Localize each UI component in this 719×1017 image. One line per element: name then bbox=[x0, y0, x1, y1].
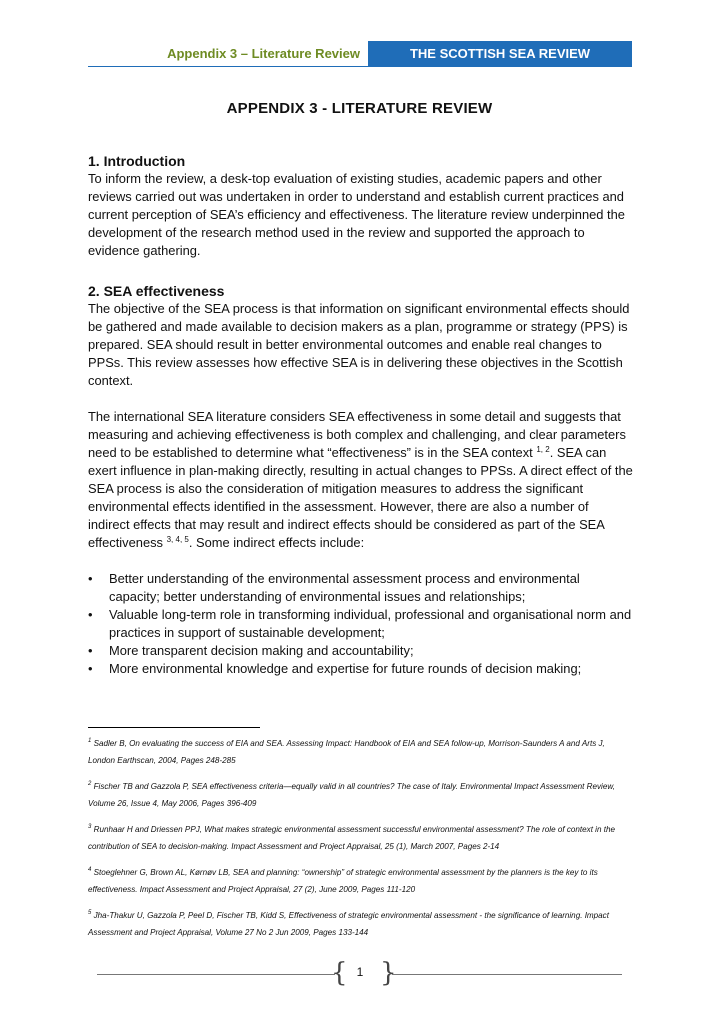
paragraph-2-text-a: The international SEA literature considers SEA effectiveness in some detail and suggests that measuring and achieving effectiveness is both complex and challenging, and clear parameters need to be established to determine what “effectiveness” is in the SEA context bbox=[88, 409, 626, 460]
footnote-ref-3-4-5: 3, 4, 5 bbox=[166, 535, 189, 544]
footnote-number: 5 bbox=[88, 910, 92, 916]
header-document-title: THE SCOTTISH SEA REVIEW bbox=[368, 41, 632, 67]
section-sea-effectiveness bbox=[88, 282, 633, 678]
footnote-text: Runhaar H and Driessen PPJ, What makes strategic environmental assessment successful environmental assessment? The role of context in the contribution of SEA to decision-making. Impact Assessment and Project Appraisal, 25 (1), March 2007, Pages 2-14 bbox=[88, 825, 615, 851]
footnote-ref-1-2: 1, 2 bbox=[536, 445, 550, 454]
bullet-icon: • bbox=[88, 607, 93, 622]
list-item-text: More transparent decision making and accountability; bbox=[109, 643, 414, 658]
paragraph-2-text-c: . Some indirect effects include: bbox=[188, 535, 365, 550]
bullet-icon: • bbox=[88, 571, 93, 586]
list-item bbox=[88, 570, 633, 606]
page-title: APPENDIX 3 - LITERATURE REVIEW bbox=[226, 100, 493, 117]
footnote bbox=[88, 864, 633, 898]
list-item-text: More environmental knowledge and expertise for future rounds of decision making; bbox=[109, 661, 582, 676]
left-brace-icon: { bbox=[331, 958, 348, 988]
bullet-icon: • bbox=[88, 643, 93, 658]
footnote bbox=[88, 907, 633, 941]
paragraph-2-text-b: . SEA can exert influence in plan-making directly, resulting in actual changes to PPSs. A direct effect of the SEA process is also the consideration of mitigation measures to address the significant environmental effects identified in the assessment. However, there are also a number of indirect effects that may result and indirect effects should be considered as part of the SEA effectiveness bbox=[88, 445, 633, 550]
page-number: 1 bbox=[356, 965, 364, 979]
sea-effectiveness-paragraph-1: The objective of the SEA process is that information on significant environmental effects should be gathered and made available to decision makers as a plan, programme or strategy (PPS) is prepared. SEA should result in better environmental outcomes and enable real changes to PPSs. This review assesses how effective SEA is in delivering these objectives in the Scottish context. bbox=[88, 301, 630, 388]
list-item bbox=[88, 642, 633, 660]
footnote-text: Fischer TB and Gazzola P, SEA effectiveness criteria—equally valid in all countries? The case of Italy. Environmental Impact Assessment Review, Volume 26, Issue 4, May 2006, Pages 396-409 bbox=[88, 782, 615, 808]
footnote-number: 3 bbox=[88, 824, 92, 830]
introduction-paragraph: To inform the review, a desk-top evaluation of existing studies, academic papers and other reviews carried out was undertaken in order to understand and establish current practices and current perception of SEA’s efficiency and effectiveness. The literature review underpinned the development of the research method used in the review and supported the approach to evidence gathering. bbox=[88, 171, 625, 258]
right-brace-icon: } bbox=[380, 958, 397, 988]
footnote bbox=[88, 735, 633, 769]
list-item-text: Valuable long-term role in transforming individual, professional and organisational norm and practices in support of sustainable development; bbox=[109, 607, 632, 640]
footnote-separator bbox=[88, 727, 260, 728]
footnote bbox=[88, 778, 633, 812]
bullet-icon: • bbox=[88, 661, 93, 676]
footer-rule-right bbox=[392, 974, 622, 975]
footnote-number: 1 bbox=[88, 738, 92, 744]
header-section-label: Appendix 3 – Literature Review bbox=[88, 41, 368, 67]
footnote-number: 4 bbox=[88, 867, 92, 873]
list-item-text: Better understanding of the environmental assessment process and environmental capacity; better understanding of environmental issues and relationships; bbox=[109, 571, 580, 604]
footnotes bbox=[88, 735, 633, 950]
footnote-text: Jha-Thakur U, Gazzola P, Peel D, Fischer TB, Kidd S, Effectiveness of strategic environmental assessment - the significance of learning. Impact Assessment and Project Appraisal, Volume 27 No 2 Jun 2009, Pages 133-144 bbox=[88, 911, 609, 937]
sea-effectiveness-paragraph-2 bbox=[88, 408, 633, 552]
footnote-number: 2 bbox=[88, 781, 92, 787]
section-heading-sea-effectiveness: 2. SEA effectiveness bbox=[88, 283, 225, 299]
indirect-effects-list bbox=[88, 570, 633, 678]
footnote bbox=[88, 821, 633, 855]
section-heading-introduction: 1. Introduction bbox=[88, 153, 186, 169]
footnote-text: Sadler B, On evaluating the success of EIA and SEA. Assessing Impact: Handbook of EIA and SEA follow-up, Morrison-Saunders A and Arts J, London Earthscan, 2004, Pages 248-285 bbox=[88, 739, 605, 765]
list-item bbox=[88, 660, 633, 678]
footer-rule-left bbox=[97, 974, 335, 975]
section-introduction bbox=[88, 152, 633, 260]
list-item bbox=[88, 606, 633, 642]
footnote-text: Stoeglehner G, Brown AL, Kørnøv LB, SEA and planning: “ownership” of strategic environmental assessment by the planners is the key to its effectiveness. Impact Assessment and Project Appraisal, 27 (2), June 2009, Pages 111-120 bbox=[88, 868, 598, 894]
